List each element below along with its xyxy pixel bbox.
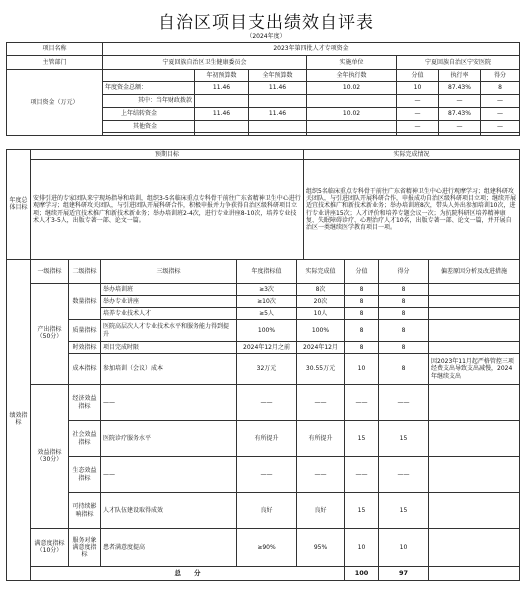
funds-cell: 10 — [397, 82, 439, 95]
indicator-score: 8 — [345, 342, 379, 354]
funds-cell: 10.02 — [307, 82, 397, 95]
indicator-got: —— — [379, 385, 429, 421]
indicator-got: 8 — [379, 320, 429, 342]
indicator-actual: 有所提升 — [297, 421, 345, 457]
perf-header-reason: 偏差原因分析及改进措施 — [429, 260, 520, 284]
goal-label: 年度总体目标 — [7, 150, 31, 260]
perf-header-score: 分值 — [345, 260, 379, 284]
goal-expected-header: 预期目标 — [31, 150, 304, 160]
perf-section-label: 绩效指标 — [7, 260, 31, 581]
indicator-reason: 因2023年11月起严格管控三项经费支出导致支出减慢，2024年继续支出 — [429, 354, 520, 385]
funds-spacer — [103, 133, 195, 136]
indicator-annual: 100% — [237, 320, 297, 342]
quantity-indicator-label: 数量指标 — [69, 284, 101, 320]
service-satisfaction-label: 服务对象满意度指标 — [69, 529, 101, 567]
indicator-annual: ≥90% — [237, 529, 297, 567]
indicator-annual: —— — [237, 457, 297, 493]
indicator-reason — [429, 308, 520, 320]
social-indicator-label: 社会效益指标 — [69, 421, 101, 457]
goal-expected-text: 安排引进的专家团队来宁现场指导和培训，组织3-5名临床重点专科骨干前往广东省精神卫生中心进行观摩学习；组建科研攻关团队，与引进团队开展科研合作，积极申报并力争获得自治区级科研项目立项；继续开展适宜技术推广和新技术新业务；举办培训班2-4次，进行专业讲座8-10次，培养专业技术人才3-5人，出版专著一部、论文一篇。 — [31, 160, 304, 260]
funds-spacer — [481, 133, 520, 136]
indicator-actual: —— — [297, 457, 345, 493]
cost-indicator-label: 成本指标 — [69, 354, 101, 385]
indicator-got: 15 — [379, 493, 429, 529]
funds-spacer — [439, 133, 481, 136]
funds-cell: — — [397, 95, 439, 108]
funds-header-4: 执行率 — [439, 70, 481, 82]
funds-cell: 87.43% — [439, 108, 481, 121]
indicator-name: 患者满意度提高 — [101, 529, 237, 567]
funds-cell: 11.46 — [195, 108, 249, 121]
funds-header-1: 全年预算数 — [249, 70, 307, 82]
funds-cell: — — [439, 95, 481, 108]
indicator-reason — [429, 284, 520, 296]
funds-cell: 10.02 — [307, 108, 397, 121]
indicator-score: 15 — [345, 421, 379, 457]
project-name: 2023年第四批人才专项资金 — [103, 43, 520, 56]
funds-cell — [249, 95, 307, 108]
indicator-score: 10 — [345, 354, 379, 385]
indicator-score: 10 — [345, 529, 379, 567]
funds-row-label: 年度资金总额： — [103, 82, 195, 95]
indicator-name: 参加培训（会议）成本 — [101, 354, 237, 385]
indicator-score: —— — [345, 385, 379, 421]
report-title: 自治区项目支出绩效自评表 — [158, 13, 374, 33]
funds-cell: 11.46 — [195, 82, 249, 95]
goal-actual-text: 组织5名临床重点专科骨干前往广东省精神卫生中心进行观摩学习；组建科研攻关团队，与引进团队开展科研合作，申报成功自治区级科研项目立项；继续开展适宜技术推广和新技术新业务；举办培训班8次，带头人外出参加培训10次，进行专业讲座15次；人才评价和培养专题会议一次；为抗院科研区培养精神康复、失眠障碍诊疗、心理治疗人才10名，出版专著一部、论文一篇，并开展自治区一类继续医学教育项目一项。 — [304, 160, 520, 260]
indicator-score: 8 — [345, 284, 379, 296]
funds-cell — [307, 95, 397, 108]
indicator-got: 8 — [379, 342, 429, 354]
funds-header-2: 全年执行数 — [307, 70, 397, 82]
impl-label: 实施单位 — [307, 56, 397, 70]
indicator-score: 8 — [345, 320, 379, 342]
benefit-indicator-label: 效益指标（30分） — [31, 385, 69, 529]
total-reason — [429, 567, 520, 581]
funds-cell — [249, 121, 307, 133]
performance-table — [6, 259, 520, 581]
indicator-reason — [429, 493, 520, 529]
goal-actual-header: 实际完成情况 — [304, 150, 520, 160]
funds-cell: — — [439, 121, 481, 133]
funds-cell: — — [397, 108, 439, 121]
indicator-reason — [429, 296, 520, 308]
indicator-reason — [429, 529, 520, 567]
project-name-label: 项目名称 — [7, 43, 103, 56]
timely-indicator-label: 时效指标 — [69, 342, 101, 354]
quality-indicator-label: 质量指标 — [69, 320, 101, 342]
funds-header-blank — [103, 70, 195, 82]
perf-header-annual: 年度指标值 — [237, 260, 297, 284]
indicator-name: —— — [101, 385, 237, 421]
indicator-actual: 20次 — [297, 296, 345, 308]
dept-value: 宁夏回族自治区卫生健康委员会 — [103, 56, 307, 70]
indicator-reason — [429, 385, 520, 421]
indicator-name: 项目完成时限 — [101, 342, 237, 354]
perf-header-level1: 一级指标 — [31, 260, 69, 284]
indicator-annual: 有所提升 — [237, 421, 297, 457]
funds-cell — [195, 95, 249, 108]
output-indicator-label: 产出指标（50分） — [31, 284, 69, 385]
funds-spacer — [307, 133, 397, 136]
satisfaction-indicator-label: 满意度指标（10分） — [31, 529, 69, 567]
funds-label: 项目资金（万元） — [7, 70, 103, 136]
perf-header-actual: 实际完成值 — [297, 260, 345, 284]
indicator-actual: 良好 — [297, 493, 345, 529]
indicator-actual: 8次 — [297, 284, 345, 296]
indicator-annual: —— — [237, 385, 297, 421]
goal-table — [6, 149, 520, 260]
funds-cell — [307, 121, 397, 133]
indicator-actual: —— — [297, 385, 345, 421]
indicator-score: —— — [345, 457, 379, 493]
indicator-name: 人才队伍建设取得成效 — [101, 493, 237, 529]
indicator-got: 8 — [379, 284, 429, 296]
funds-cell: 8 — [481, 82, 520, 95]
dept-label: 主管部门 — [7, 56, 103, 70]
funds-header-5: 得分 — [481, 70, 520, 82]
indicator-name: 培养专业技术人才 — [101, 308, 237, 320]
indicator-score: 8 — [345, 296, 379, 308]
indicator-score: 15 — [345, 493, 379, 529]
perf-header-level3: 三级指标 — [101, 260, 237, 284]
funds-cell: — — [397, 121, 439, 133]
indicator-actual: 95% — [297, 529, 345, 567]
indicator-actual: 30.55万元 — [297, 354, 345, 385]
info-funds-table — [6, 42, 520, 136]
impl-value: 宁夏回族自治区宁安医院 — [397, 56, 520, 70]
indicator-reason — [429, 421, 520, 457]
indicator-got: —— — [379, 457, 429, 493]
indicator-reason — [429, 342, 520, 354]
indicator-name: 医院高层次人才专业技术水平和服务能力得到提升 — [101, 320, 237, 342]
indicator-annual: ≥5人 — [237, 308, 297, 320]
indicator-annual: 2024年12月之前 — [237, 342, 297, 354]
indicator-got: 8 — [379, 308, 429, 320]
funds-row-label: 其中：当年财政拨款 — [103, 95, 195, 108]
funds-cell: 87.43% — [439, 82, 481, 95]
indicator-annual: 良好 — [237, 493, 297, 529]
indicator-reason — [429, 320, 520, 342]
indicator-actual: 10人 — [297, 308, 345, 320]
perf-header-got: 得分 — [379, 260, 429, 284]
funds-row-label: 上年结转资金 — [103, 108, 195, 121]
indicator-got: 15 — [379, 421, 429, 457]
indicator-actual: 2024年12月 — [297, 342, 345, 354]
economic-indicator-label: 经济效益指标 — [69, 385, 101, 421]
funds-row-label: 其他资金 — [103, 121, 195, 133]
indicator-annual: 32万元 — [237, 354, 297, 385]
total-got: 97 — [379, 567, 429, 581]
funds-spacer — [397, 133, 439, 136]
report-year: （2024年度） — [246, 33, 286, 40]
indicator-got: 8 — [379, 296, 429, 308]
indicator-reason — [429, 457, 520, 493]
funds-cell: — — [481, 121, 520, 133]
eco-indicator-label: 生态效益指标 — [69, 457, 101, 493]
funds-cell: — — [481, 108, 520, 121]
indicator-name: 举办专业讲座 — [101, 296, 237, 308]
funds-spacer — [195, 133, 249, 136]
indicator-score: 8 — [345, 308, 379, 320]
indicator-actual: 100% — [297, 320, 345, 342]
total-score: 100 — [345, 567, 379, 581]
funds-cell: 11.46 — [249, 82, 307, 95]
indicator-annual: ≥3次 — [237, 284, 297, 296]
indicator-name: 医院诊疗服务水平 — [101, 421, 237, 457]
indicator-annual: ≥10次 — [237, 296, 297, 308]
funds-cell: 11.46 — [249, 108, 307, 121]
sustain-indicator-label: 可持续影响指标 — [69, 493, 101, 529]
indicator-got: 10 — [379, 529, 429, 567]
funds-header-3: 分值 — [397, 70, 439, 82]
total-label: 总 分 — [31, 567, 345, 581]
funds-header-0: 年初预算数 — [195, 70, 249, 82]
funds-cell — [195, 121, 249, 133]
indicator-name: 举办培训班 — [101, 284, 237, 296]
indicator-name: —— — [101, 457, 237, 493]
indicator-got: 8 — [379, 354, 429, 385]
funds-spacer — [249, 133, 307, 136]
perf-header-level2: 二级指标 — [69, 260, 101, 284]
funds-cell: — — [481, 95, 520, 108]
